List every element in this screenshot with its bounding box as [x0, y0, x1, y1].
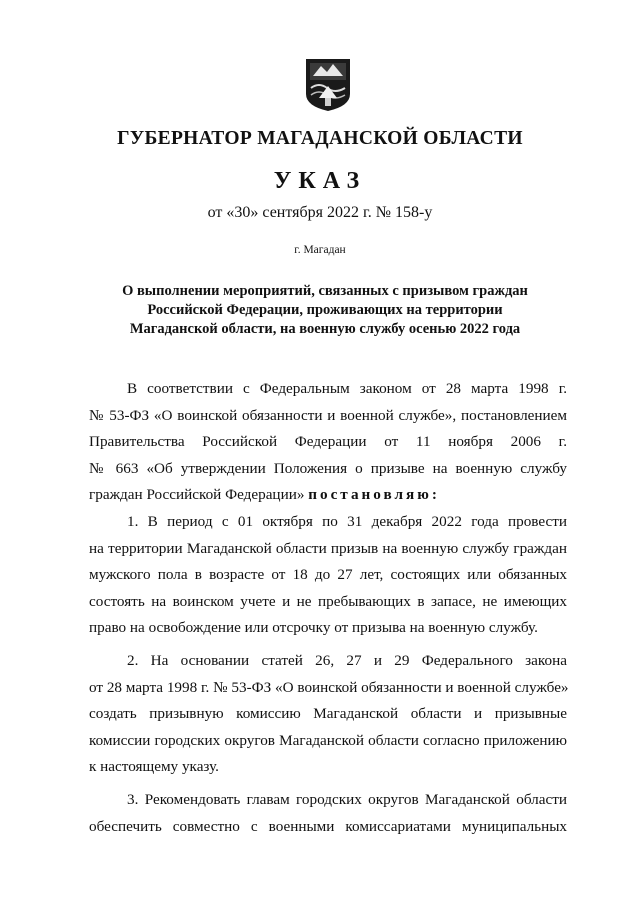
body-line: на территории Магаданской области призыв на военную службу граждан	[89, 539, 567, 557]
body-line: обеспечить совместно с военными комиссариатами муниципальных	[89, 817, 567, 835]
body-line: 3. Рекомендовать главам городских округов Магаданской области	[127, 790, 567, 808]
body-line: 2. На основании статей 26, 27 и 29 Федерального закона	[127, 651, 567, 669]
subject-line: Российской Федерации, проживающих на территории	[147, 302, 503, 318]
body-line: 1. В период с 01 октября по 31 декабря 2022 года провести	[127, 512, 567, 530]
document-body	[89, 376, 567, 840]
document-type: УКАЗ	[273, 168, 367, 194]
subject-line: О выполнении мероприятий, связанных с призывом граждан	[122, 283, 528, 299]
body-line: состоять на воинском учете и не пребывающих в запасе, не имеющих	[89, 592, 567, 610]
clause-1	[89, 509, 567, 642]
clause-3	[89, 787, 567, 840]
body-line: создать призывную комиссию Магаданской области и призывные	[89, 705, 567, 723]
clause-2	[89, 648, 567, 781]
document-subject	[90, 282, 560, 339]
body-line: В соответствии с Федеральным законом от 28 марта 1998 г.	[127, 380, 567, 397]
body-line: комиссии городских округов Магаданской области согласно приложению	[89, 731, 567, 749]
body-line: право на освобождение или отсрочку от призыва на военную службу.	[89, 619, 538, 637]
body-text: граждан Российской Федерации»	[89, 486, 305, 504]
body-line	[89, 482, 567, 509]
magadan-coat-of-arms-icon	[305, 58, 351, 112]
body-line: к настоящему указу.	[89, 758, 219, 776]
preamble-paragraph	[89, 376, 567, 509]
body-line: мужского пола в возрасте от 18 до 27 лет, состоящих или обязанных	[89, 566, 567, 584]
decree-keyword: постановляю:	[308, 486, 440, 504]
issuer-title: ГУБЕРНАТОР МАГАДАНСКОЙ ОБЛАСТИ	[117, 128, 523, 149]
body-line: № 53-ФЗ «О воинской обязанности и военной службе», постановлением	[89, 406, 567, 424]
body-line: от 28 марта 1998 г. № 53-ФЗ «О воинской обязанности и военной службе»	[89, 678, 569, 696]
body-line: № 663 «Об утверждении Положения о призыве на военную службу	[89, 459, 567, 477]
subject-line: Магаданской области, на военную службу осенью 2022 года	[129, 321, 521, 337]
document-city: г. Магадан	[294, 244, 346, 256]
body-line: Правительства Российской Федерации от 11 ноября 2006 г.	[89, 433, 567, 451]
document-date-number: от «30» сентября 2022 г. № 158-у	[207, 204, 433, 221]
